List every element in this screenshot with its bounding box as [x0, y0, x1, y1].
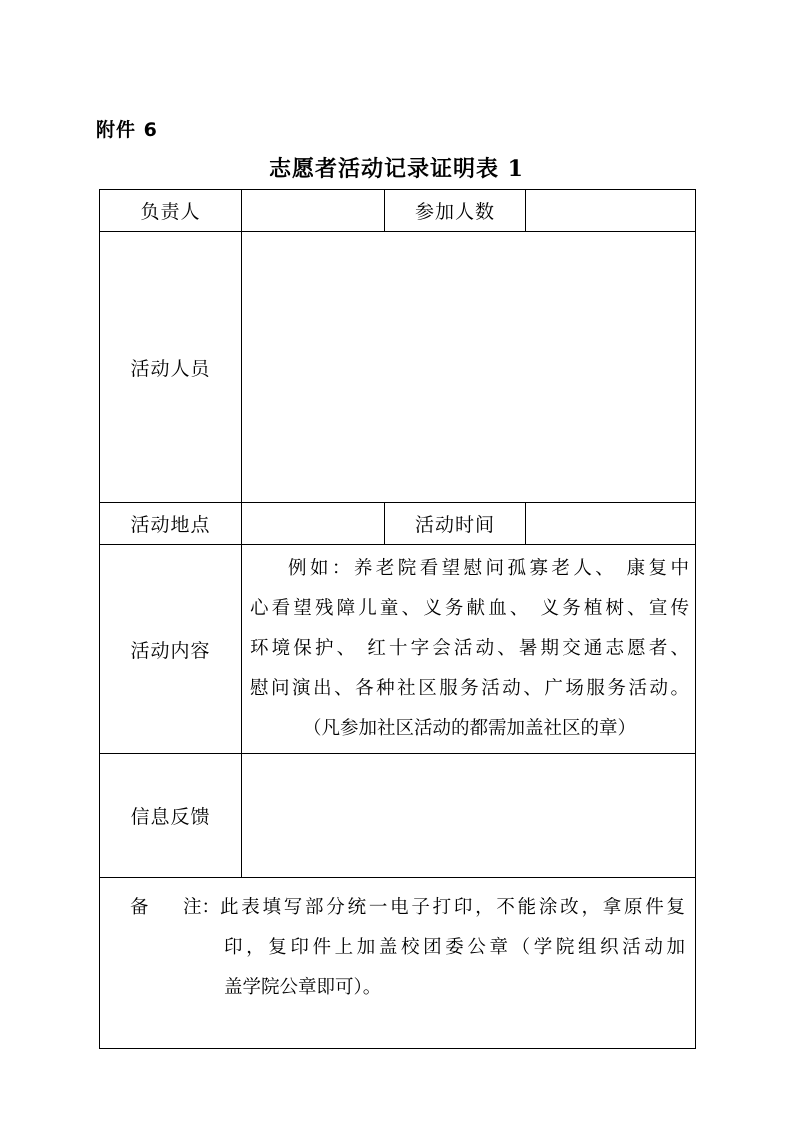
time-value[interactable]: [526, 503, 696, 545]
content-value: [242, 545, 696, 754]
notes-line-3: 盖学院公章即可）。: [224, 977, 382, 998]
content-line-1: 例如：养老院看望慰问孤寡老人、 康复中: [288, 558, 689, 579]
notes-line-2: 印，复印件上加盖校团委公章（学院组织活动加: [224, 937, 685, 958]
content-line-2: 心看望残障儿童、义务献血、 义务植树、宣传: [250, 598, 689, 619]
row-responsible: [100, 190, 696, 232]
personnel-label: 活动人员: [100, 232, 242, 503]
row-notes: [100, 878, 696, 1049]
content-line-4: 慰问演出、各种社区服务活动、广场服务活动。: [250, 678, 689, 699]
notes-heading-1: 备: [130, 897, 149, 918]
row-location-time: [100, 503, 696, 545]
row-personnel: [100, 232, 696, 503]
form-title: 志愿者活动记录证明表 1: [269, 156, 524, 182]
notes-heading-2: 注：: [182, 897, 220, 918]
feedback-value[interactable]: [242, 754, 696, 878]
location-label: 活动地点: [100, 503, 242, 545]
notes-cell: [100, 878, 696, 1049]
location-value[interactable]: [242, 503, 385, 545]
row-content: [100, 545, 696, 754]
content-label: 活动内容: [100, 545, 242, 754]
participants-label: 参加人数: [385, 190, 526, 232]
volunteer-record-table: [99, 189, 696, 1049]
row-feedback: [100, 754, 696, 878]
notes-heading: [130, 888, 220, 928]
responsible-label: 负责人: [100, 190, 242, 232]
content-line-3: 环境保护、 红十字会活动、暑期交通志愿者、: [250, 638, 689, 659]
attachment-label: 附件 6: [96, 119, 158, 141]
participants-value[interactable]: [526, 190, 696, 232]
content-line-5: （凡参加社区活动的都需加盖社区的章）: [302, 718, 636, 739]
notes-first-line: [130, 888, 685, 928]
personnel-value[interactable]: [242, 232, 696, 503]
feedback-label: 信息反馈: [100, 754, 242, 878]
notes-line-1: 此表填写部分统一电子打印，不能涂改，拿原件复: [220, 897, 685, 918]
responsible-value[interactable]: [242, 190, 385, 232]
time-label: 活动时间: [385, 503, 526, 545]
